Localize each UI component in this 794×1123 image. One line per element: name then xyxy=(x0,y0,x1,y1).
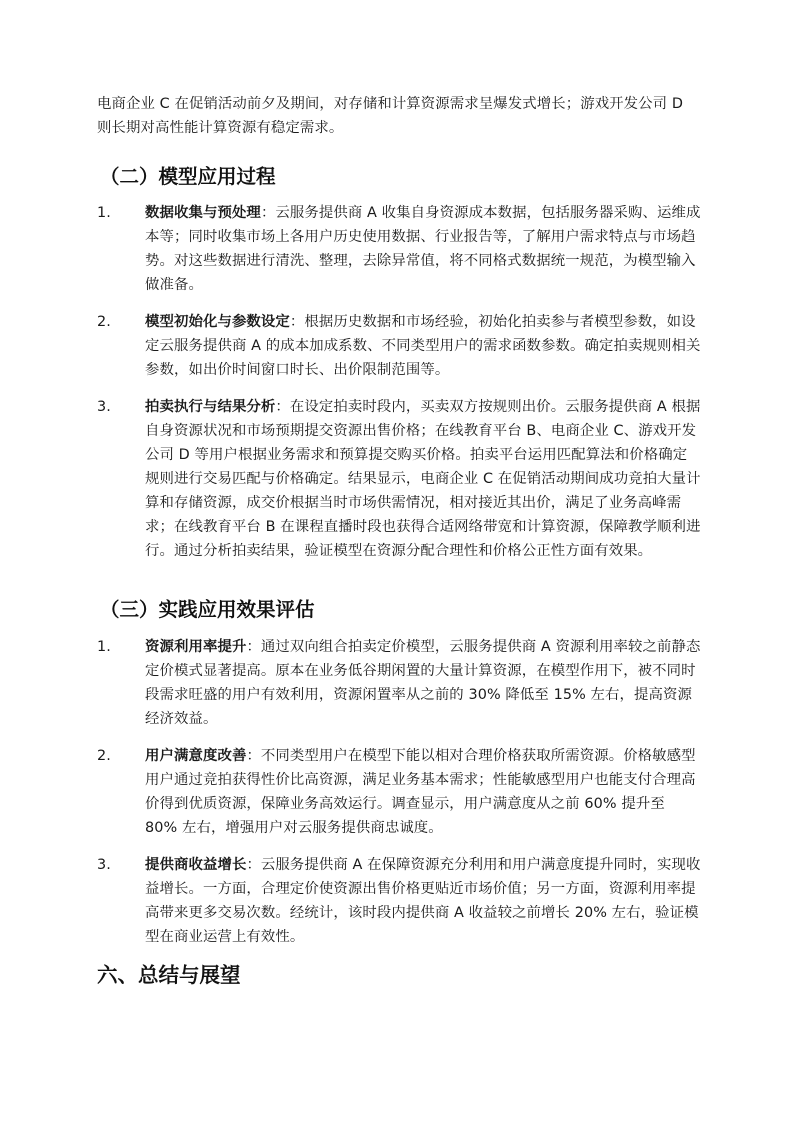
list-item-label: 数据收集与预处理 xyxy=(145,205,261,221)
list-item-number: 1. xyxy=(97,639,111,655)
list-item xyxy=(0,853,701,949)
list-item xyxy=(0,201,701,297)
list-item-label: 用户满意度改善 xyxy=(145,748,247,764)
list-item xyxy=(0,635,701,731)
list-item-number: 1. xyxy=(97,205,111,221)
list-item-text: ：云服务提供商 A 在保障资源充分利用和用户满意度提升同时，实现收益增长。一方面，合理定价使资源出售价格更贴近市场价值；另一方面，资源利用率提高带来更多交易次数。经统计，该时段内提供商 A 收益较之前增长 20% 左右，验证模型在商业运营上有效性。 xyxy=(145,857,701,945)
list-item-text: ：根据历史数据和市场经验，初始化拍卖参与者模型参数，如设定云服务提供商 A 的成本加成系数、不同类型用户的需求函数参数。确定拍卖规则相关参数，如出价时间窗口时长、出价限制范围等。 xyxy=(145,314,701,378)
list-item-text: ：云服务提供商 A 收集自身资源成本数据，包括服务器采购、运维成本等；同时收集市场上各用户历史使用数据、行业报告等，了解用户需求特点与市场趋势。对这些数据进行清洗、整理，去除异常值，将不同格式数据统一规范，为模型输入做准备。 xyxy=(145,205,701,293)
section-heading-effect-evaluation: （三）实践应用效果评估 xyxy=(100,598,315,621)
list-item-text: ：在设定拍卖时段内，买卖双方按规则出价。云服务提供商 A 根据自身资源状况和市场预期提交资源出售价格；在线教育平台 B、电商企业 C、游戏开发公司 D 等用户根据业务需求和预算提交购买价格。拍卖平台运用匹配算法和价格确定规则进行交易匹配与价格确定。结果显示，电商企业 C 在促销活动期间成功竞拍大量计算和存储资源，成交价根据当时市场供需情况，相对接近其出价，满足了业务高峰需求；在线教育平台 B 在课程直播时段也获得合适网络带宽和计算资源，保障教学顺利进行。通过分析拍卖结果，验证模型在资源分配合理性和价格公正性方面有效果。 xyxy=(145,399,701,559)
intro-paragraph: 电商企业 C 在促销活动前夕及期间，对存储和计算资源需求呈爆发式增长；游戏开发公司 D 则长期对高性能计算资源有稳定需求。 xyxy=(97,96,683,136)
list-item xyxy=(0,744,701,840)
list-item-number: 3. xyxy=(97,399,111,415)
list-item xyxy=(0,395,701,563)
list-item-number: 3. xyxy=(97,857,111,873)
list-item-label: 拍卖执行与结果分析 xyxy=(145,399,276,415)
model-application-list xyxy=(0,201,794,576)
list-item-label: 模型初始化与参数设定 xyxy=(145,314,290,330)
list-item-text: ：通过双向组合拍卖定价模型，云服务提供商 A 资源利用率较之前静态定价模式显著提高。原本在业务低谷期闲置的大量计算资源，在模型作用下，被不同时段需求旺盛的用户有效利用，资源闲置率从之前的 30% 降低至 15% 左右，提高资源经济效益。 xyxy=(145,639,701,727)
chapter-heading-summary: 六、总结与展望 xyxy=(97,963,241,987)
section-heading-model-application: （二）模型应用过程 xyxy=(100,165,276,188)
list-item-number: 2. xyxy=(97,314,111,330)
list-item-text: ：不同类型用户在模型下能以相对合理价格获取所需资源。价格敏感型用户通过竞拍获得性价比高资源，满足业务基本需求；性能敏感型用户也能支付合理高价得到优质资源，保障业务高效运行。调查显示，用户满意度从之前 60% 提升至 80% 左右，增强用户对云服务提供商忠诚度。 xyxy=(145,748,696,836)
list-item-label: 提供商收益增长 xyxy=(145,857,247,873)
list-item-label: 资源利用率提升 xyxy=(145,639,247,655)
effect-evaluation-list xyxy=(0,635,794,962)
list-item-number: 2. xyxy=(97,748,111,764)
list-item xyxy=(0,310,701,382)
